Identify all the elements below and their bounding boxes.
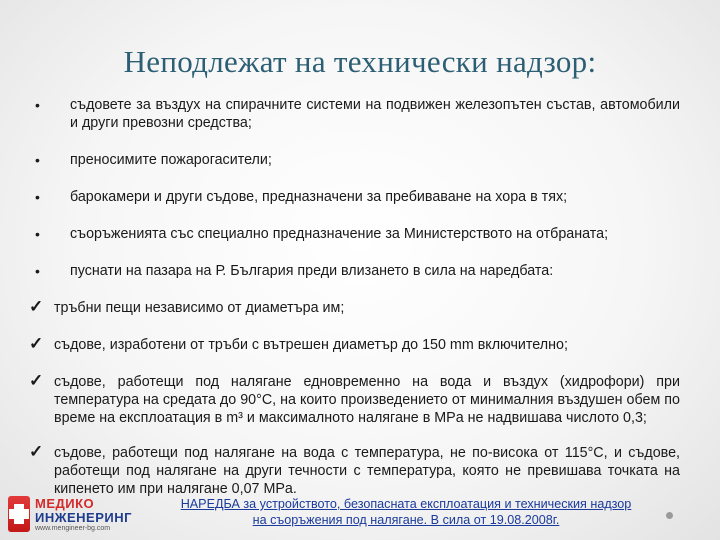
bullet-marker: • xyxy=(35,263,40,279)
list-item-text: тръбни пещи независимо от диаметъра им; xyxy=(54,300,345,316)
bullet-marker: • xyxy=(35,189,40,205)
logo-text-line1: МЕДИКО xyxy=(35,496,95,511)
regulation-link-line1: НАРЕДБА за устройството, безопасната експлоатация и техническия надзор xyxy=(180,497,632,511)
list-item-text: съдове, работещи под налягане на вода с температура, не по-висока от 115°С, и съдове, работещи под налягане на други течности с температура, която не превишава точката на кипенето им при налягане 0,07 MPa. xyxy=(54,445,680,497)
checklist-item xyxy=(29,334,680,354)
list-item-text: барокамери и други съдове, предназначени за пребиваване на хора в тях; xyxy=(70,189,568,205)
company-logo xyxy=(8,494,138,536)
list-item-text: съоръженията със специално предназначение за Министерството на отбраната; xyxy=(70,226,609,242)
bullet-marker: • xyxy=(35,97,40,113)
checklist-item xyxy=(29,442,680,498)
list-item xyxy=(32,262,680,280)
checkmark-icon: ✓ xyxy=(29,297,44,316)
list-item xyxy=(32,151,680,169)
regulation-link[interactable] xyxy=(150,496,662,528)
list-item xyxy=(32,188,680,206)
list-item-text: преносимите пожарогасители; xyxy=(70,152,272,168)
decorative-dot xyxy=(666,512,673,519)
bullet-marker: • xyxy=(35,152,40,168)
list-item-text: съдовете за въздух на спирачните системи на подвижен железопътен състав, автомобили и други превозни средства; xyxy=(70,97,680,131)
checklist-item xyxy=(29,371,680,427)
list-item-text: пуснати на пазара на Р. България преди влизането в сила на наредбата: xyxy=(70,263,554,279)
slide-title: Неподлежат на технически надзор: xyxy=(123,44,597,79)
checkmark-icon: ✓ xyxy=(29,442,44,461)
list-item-text: съдове, работещи под налягане едновременно на вода и въздух (хидрофори) при температура на средата до 90°С, на които произведението от минималния въздушен обем по време на експлоатация в m³ и максималното налягане в MPa не надвишава числото 0,3; xyxy=(54,374,680,426)
checklist-item xyxy=(29,297,680,317)
medical-cross-icon xyxy=(8,496,30,532)
list-item-text: съдове, изработени от тръби с вътрешен диаметър до 150 mm включително; xyxy=(54,337,568,353)
regulation-link-line2: на съоръжения под налягане. В сила от 19.08.2008г. xyxy=(252,513,560,527)
bullet-list xyxy=(29,96,680,498)
list-item xyxy=(32,96,680,132)
logo-text-line2: ИНЖЕНЕРИНГ xyxy=(35,510,132,525)
checkmark-icon: ✓ xyxy=(29,334,44,353)
list-item xyxy=(32,225,680,243)
checkmark-icon: ✓ xyxy=(29,371,44,390)
logo-url: www.mengineer-bg.com xyxy=(35,525,111,532)
bullet-marker: • xyxy=(35,226,40,242)
